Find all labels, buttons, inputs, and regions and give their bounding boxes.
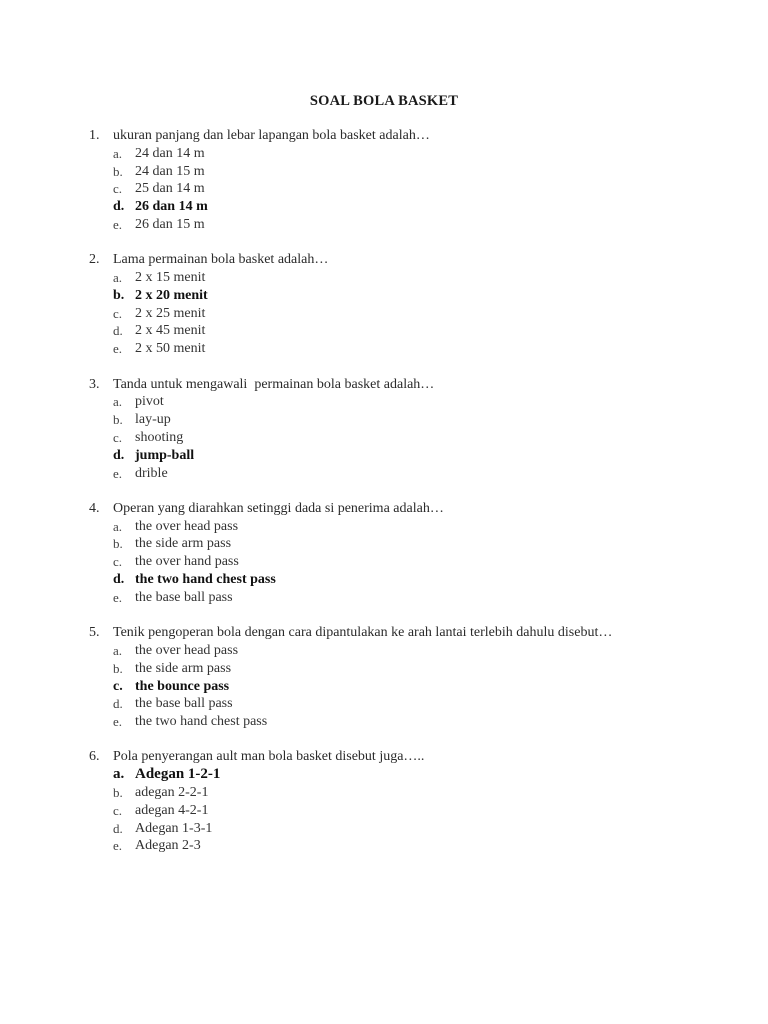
question-number: 6. (89, 749, 100, 765)
option-letter: d. (113, 323, 123, 339)
option-letter: e. (113, 589, 123, 605)
option-d-correct-answer (113, 447, 729, 465)
option-c (113, 553, 729, 571)
question-text: Pola penyerangan ault man bola basket disebut juga….. (113, 749, 425, 765)
question-6 (89, 748, 729, 855)
option-text: Adegan 1-3-1 (135, 820, 213, 836)
question-text: Tenik pengoperan bola dengan cara dipantulakan ke arah lantai terlebih dahulu disebut… (113, 625, 613, 641)
option-list (113, 145, 729, 234)
option-text: jump-ball (135, 447, 195, 463)
option-letter: b. (113, 412, 123, 428)
question-stem (89, 127, 729, 145)
question-4 (89, 500, 729, 607)
option-text: the base ball pass (135, 696, 233, 712)
option-text: drible (135, 465, 168, 481)
question-1 (89, 127, 729, 234)
option-letter: c. (113, 181, 123, 197)
option-d (113, 695, 729, 713)
question-stem (89, 624, 729, 642)
option-a (113, 642, 729, 660)
option-e (113, 340, 729, 358)
question-text: Lama permainan bola basket adalah… (113, 252, 329, 268)
option-letter: d. (113, 696, 123, 712)
option-text: 25 dan 14 m (135, 181, 205, 197)
option-c-correct-answer (113, 678, 729, 696)
option-letter: c. (113, 305, 123, 321)
option-a (113, 145, 729, 163)
option-c (113, 305, 729, 323)
option-text: the base ball pass (135, 589, 233, 605)
option-list (113, 393, 729, 482)
option-letter: d. (113, 820, 123, 836)
option-b (113, 411, 729, 429)
option-list (113, 518, 729, 607)
question-number: 5. (89, 625, 100, 641)
option-a (113, 518, 729, 536)
option-letter: b. (113, 660, 123, 676)
question-stem (89, 500, 729, 518)
option-text: the over head pass (135, 518, 239, 534)
option-text: 24 dan 15 m (135, 163, 205, 179)
option-text: 2 x 15 menit (135, 270, 206, 286)
option-text: adegan 2-2-1 (135, 785, 209, 800)
option-text: the two hand chest pass (135, 714, 268, 730)
option-c (113, 180, 729, 198)
option-letter: a. (113, 766, 125, 783)
option-text: the bounce pass (135, 678, 230, 694)
option-letter: e. (113, 838, 123, 854)
option-text: 2 x 20 menit (135, 287, 208, 303)
option-d (113, 322, 729, 340)
option-e (113, 589, 729, 607)
option-b (113, 163, 729, 181)
option-letter: c. (113, 554, 123, 570)
option-b (113, 784, 729, 802)
option-text: the side arm pass (135, 660, 232, 676)
option-letter: b. (113, 536, 123, 552)
option-list (113, 642, 729, 731)
option-letter: a. (113, 642, 123, 658)
option-c (113, 429, 729, 447)
question-stem (89, 376, 729, 394)
option-letter: a. (113, 518, 123, 534)
question-2 (89, 251, 729, 358)
option-text: lay-up (135, 412, 171, 428)
question-number: 3. (89, 376, 100, 392)
option-a-correct-answer (113, 766, 729, 784)
option-text: 26 dan 15 m (135, 216, 205, 232)
option-list (113, 766, 729, 855)
option-e (113, 837, 729, 855)
option-letter: e. (113, 714, 123, 730)
option-b (113, 660, 729, 678)
option-letter: c. (113, 678, 123, 694)
option-letter: c. (113, 802, 123, 818)
document-title (0, 93, 768, 110)
question-stem (89, 748, 729, 766)
option-a (113, 393, 729, 411)
option-list (113, 269, 729, 358)
option-letter: d. (113, 199, 125, 215)
question-3 (89, 376, 729, 483)
option-letter: d. (113, 572, 125, 588)
option-a (113, 269, 729, 287)
option-e (113, 713, 729, 731)
option-text: shooting (135, 429, 184, 445)
option-letter: e. (113, 341, 123, 357)
option-d-correct-answer (113, 571, 729, 589)
option-text: the over head pass (135, 642, 239, 658)
question-text: Tanda untuk mengawali permainan bola basket adalah… (113, 376, 435, 392)
question-stem (89, 251, 729, 269)
option-text: the two hand chest pass (135, 572, 276, 588)
option-text: the over hand pass (135, 554, 239, 570)
option-letter: b. (113, 163, 123, 179)
option-d-correct-answer (113, 198, 729, 216)
option-text: 24 dan 14 m (135, 145, 205, 161)
option-letter: a. (113, 270, 123, 286)
question-number: 2. (89, 252, 100, 268)
question-number: 4. (89, 500, 100, 516)
question-5 (89, 624, 729, 731)
option-text: pivot (135, 394, 164, 410)
option-text: 26 dan 14 m (135, 199, 208, 215)
option-letter: d. (113, 447, 125, 463)
option-letter: e. (113, 465, 123, 481)
option-letter: b. (113, 785, 123, 800)
option-letter: c. (113, 429, 123, 445)
option-text: 2 x 45 menit (135, 323, 206, 339)
question-text: ukuran panjang dan lebar lapangan bola basket adalah… (113, 128, 430, 143)
option-text: 2 x 25 menit (135, 305, 206, 321)
option-e (113, 465, 729, 483)
option-b (113, 535, 729, 553)
document-title-text: SOAL BOLA BASKET (309, 93, 459, 109)
option-text: the side arm pass (135, 536, 232, 552)
option-text: Adegan 2-3 (135, 838, 201, 854)
option-d (113, 820, 729, 838)
question-list (89, 127, 729, 873)
option-text: 2 x 50 menit (135, 341, 206, 357)
option-b-correct-answer (113, 287, 729, 305)
option-text: adegan 4-2-1 (135, 802, 209, 818)
option-letter: a. (113, 394, 123, 410)
question-text: Operan yang diarahkan setinggi dada si penerima adalah… (113, 500, 444, 516)
option-letter: b. (113, 287, 125, 303)
option-letter: a. (113, 145, 123, 161)
question-number: 1. (89, 128, 100, 143)
option-c (113, 802, 729, 820)
option-letter: e. (113, 216, 123, 232)
option-e (113, 216, 729, 234)
option-text: Adegan 1-2-1 (135, 766, 221, 783)
